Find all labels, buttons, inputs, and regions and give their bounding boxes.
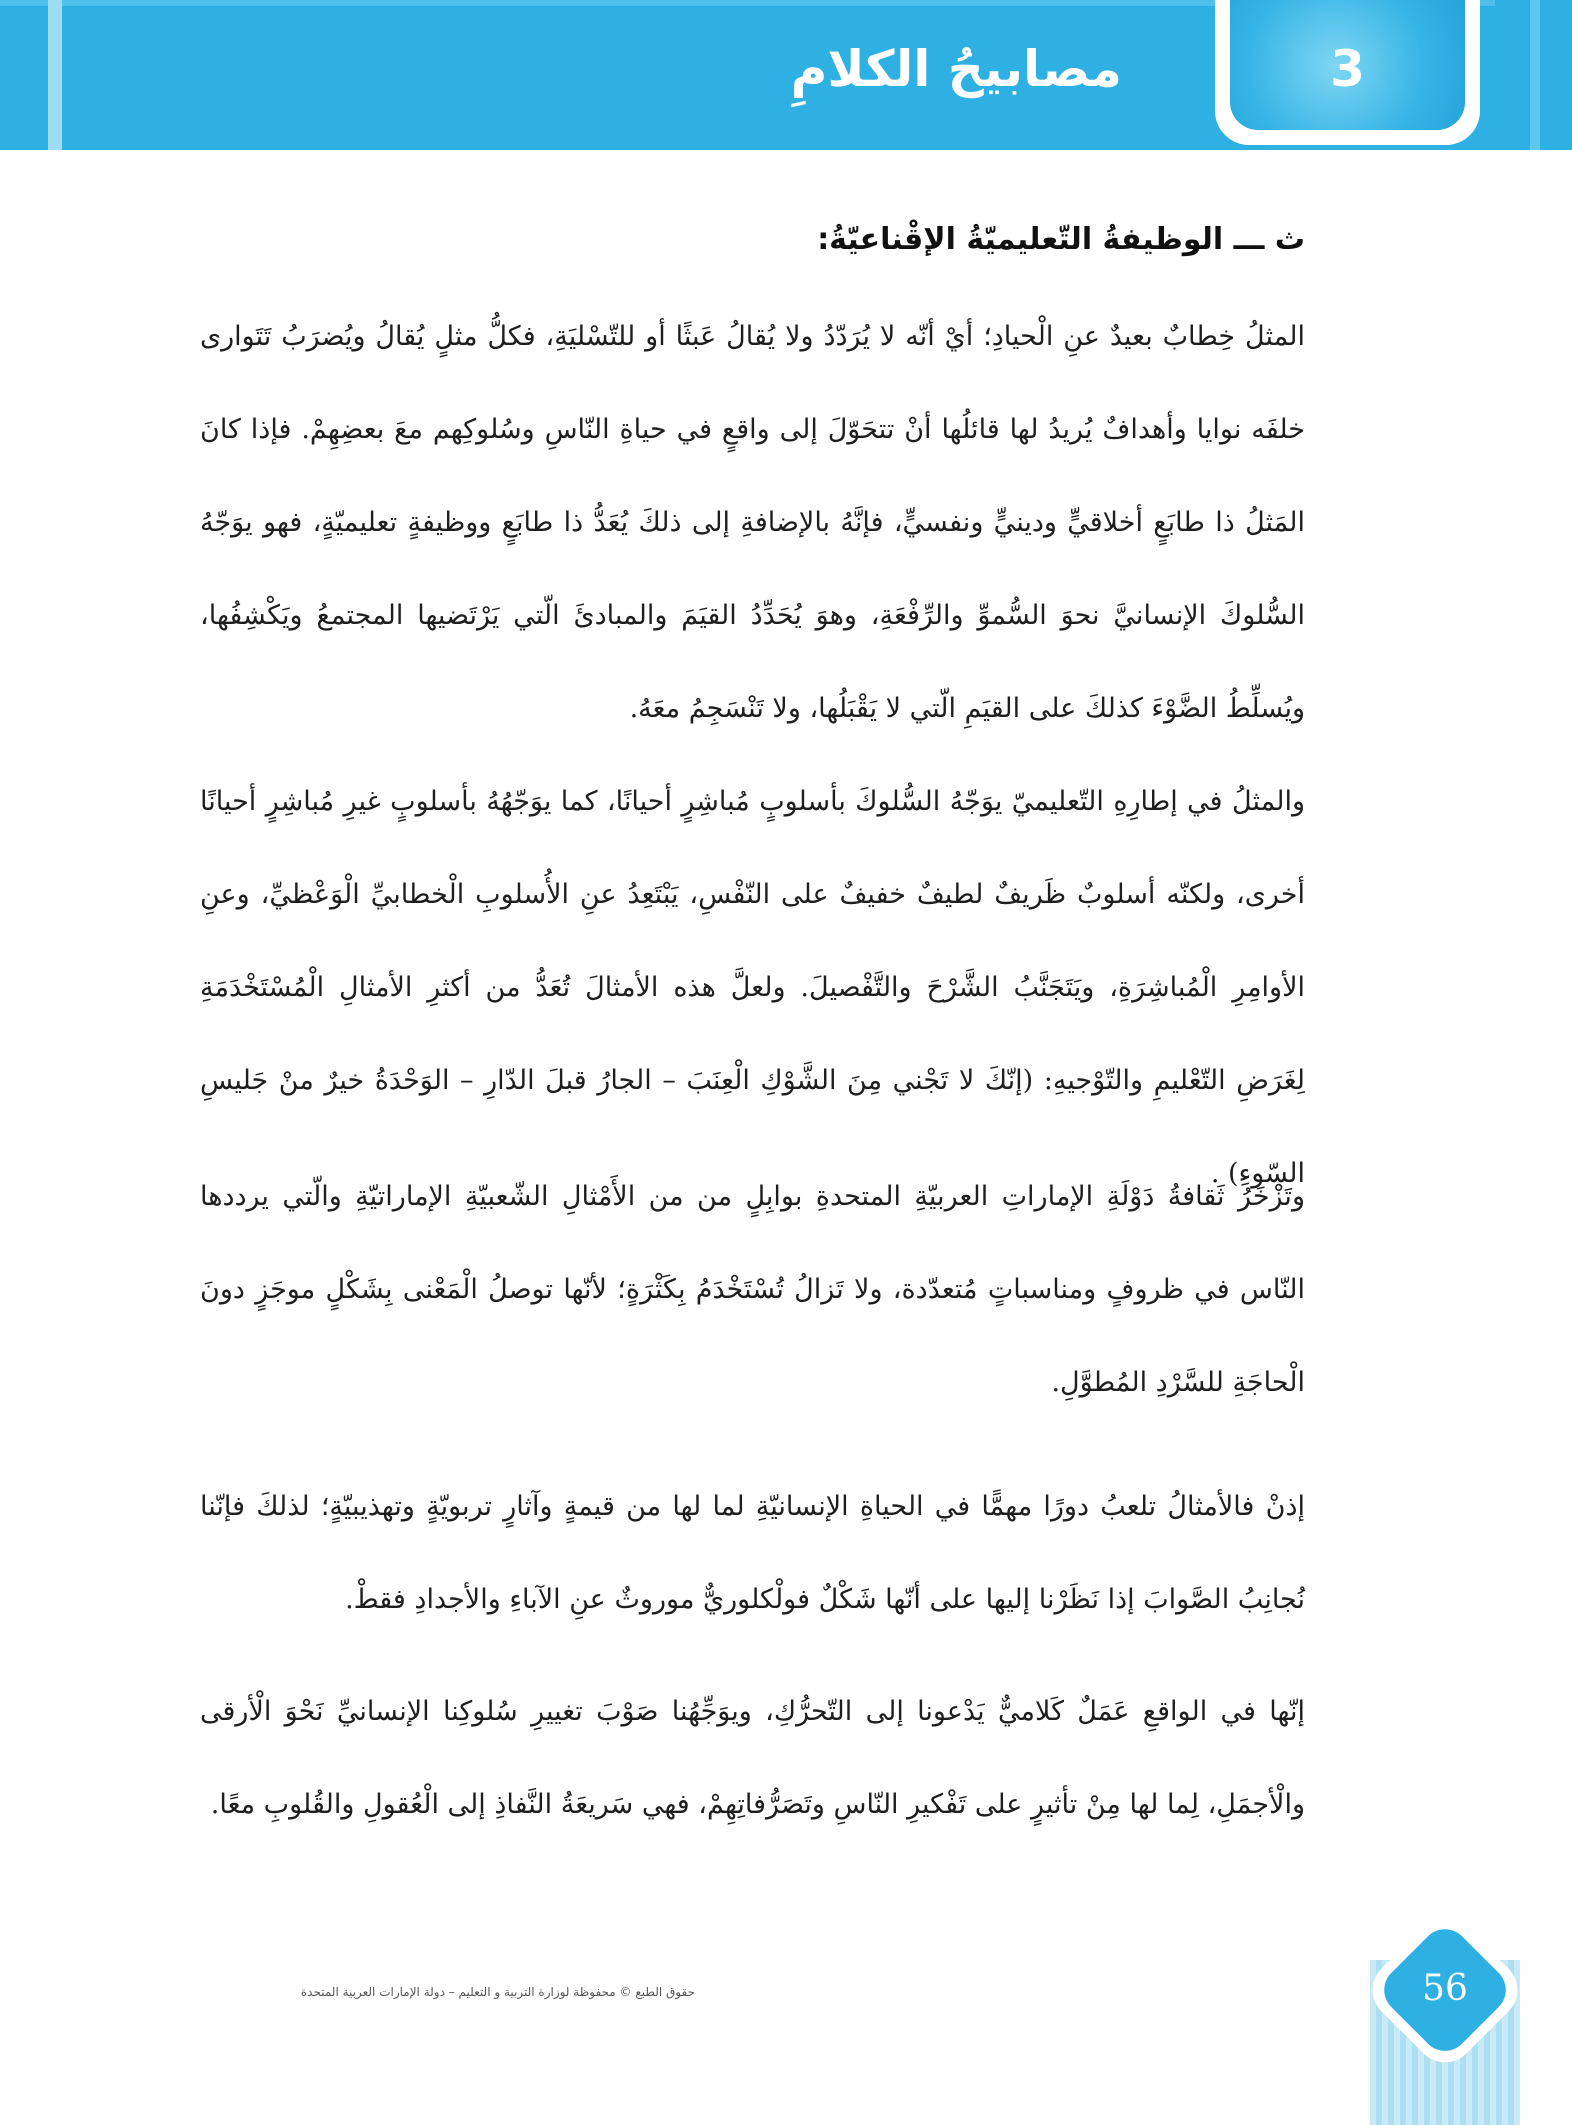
- page-number: 56: [1422, 1968, 1468, 2009]
- paragraph-conclusion: [200, 1460, 1305, 1646]
- chapter-number: 3: [1330, 40, 1365, 98]
- footer-copyright: حقوق الطبع © محفوظة لوزارة التربية و التعليم – دولة الإمارات العربية المتحدة: [300, 1985, 695, 1999]
- header-right-edge-line: [1530, 0, 1540, 150]
- header-left-stripe: [48, 0, 62, 150]
- paragraph-conclusion-2: [200, 1665, 1305, 1851]
- paragraph-text: وتَزْخَرُ ثَقافةُ دَوْلَةِ الإماراتِ العربيّةِ المتحدةِ بوابِلٍ من من الأَمْثالِ الشّعبيّةِ الإماراتيّةِ والّتي يرددها النّاس في ظروفٍ ومناسباتٍ مُتعدّدة، ولا تَزالُ تُسْتَخْدَمُ بِكَثْرَةٍ؛ لأنّها توصلُ الْمَعْنى بِشَكْلٍ موجَزٍ دونَ الْحاجَةِ للسَّرْدِ المُطوَّلِ.: [200, 1181, 1305, 1398]
- paragraph-text: إذنْ فالأمثالُ تلعبُ دورًا مهمًّا في الحياةِ الإنسانيّةِ لما لها من قيمةٍ وآثارٍ تربويّةٍ وتهذيبيّةٍ؛ لذلكَ فإنّنا نُجانِبُ الصَّوابَ إذا نَظَرْنا إليها على أنّها شَكْلٌ فولْكلوريٌّ موروثٌ عنِ الآباءِ والأجدادِ فقطْ.: [200, 1491, 1305, 1615]
- paragraph-text: إنّها في الواقعِ عَمَلٌ كَلاميٌّ يَدْعونا إلى التّحرُّكِ، ويوَجِّهُنا صَوْبَ تغييرِ سُلوكِنا الإنسانيِّ نَحْوَ الْأرقى والْأجمَلِ، لِما لها مِنْ تأثيرٍ على تَفْكيرِ النّاسِ وتَصَرُّفاتِهِمْ، فهي سَريعَةُ النَّفاذِ إلى الْعُقولِ والقُلوبِ معًا.: [200, 1696, 1305, 1820]
- chapter-title: مصابيحُ الكلامِ: [790, 40, 1122, 98]
- paragraph-text: والمثلُ في إطارِهِ التّعليميّ يوَجّهُ السُّلوكَ بأسلوبٍ مُباشِرٍ أحيانًا، كما يوَجّهُهُ بأسلوبٍ غيرِ مُباشِرٍ أحيانًا أخرى، ولكنّه أسلوبٌ ظَريفٌ لطيفٌ خفيفٌ على النّفْسِ، يَبْتَعِدُ عنِ الأُسلوبِ الْخطابيِّ الْوَعْظيِّ، وعنِ الأوامِرِ الْمُباشِرَةِ، ويَتَجَنَّبُ الشَّرْحَ والتَّفْصيلَ. ولعلَّ هذه الأمثالَ تُعَدُّ من أكثرِ الأمثالِ الْمُسْتَخْدَمَةِ لِغَرَضِ التّعْليمِ والتّوْجيهِ: (إنّكَ لا تَجْني مِنَ الشَّوْكِ الْعِنَبَ – الجارُ قبلَ الدّارِ – الوَحْدَةُ خيرٌ منْ جَليسِ السّوءِ) .: [200, 786, 1305, 1189]
- section-heading: ث ـــ الوظيفةُ التّعليميّةُ الإقْناعيّةُ:: [817, 222, 1305, 257]
- paragraph-persuasive-function: [200, 290, 1305, 1220]
- paragraph-uae-heritage: [200, 1150, 1305, 1429]
- paragraph-text: المثلُ خِطابٌ بعيدٌ عنِ الْحيادِ؛ أيْ أنّه لا يُرَدّدُ ولا يُقالُ عَبثًا أو للتّسْليَةِ، فكلُّ مثلٍ يُقالُ ويُضرَبُ تَتَوارى خلفَه نوايا وأهدافٌ يُريدُ لها قائلُها أنْ تتحَوّلَ إلى واقعٍ في حياةِ النّاسِ وسُلوكِهم معَ بعضِهِمْ. فإذا كانَ المَثلُ ذا طابَعٍ أخلاقيٍّ ودينيٍّ ونفسيٍّ، فإنَّهُ بالإضافةِ إلى ذلكَ يُعَدُّ ذا طابَعٍ ووظيفةٍ تعليميّةٍ، فهو يوَجّهُ السُّلوكَ الإنسانيَّ نحوَ السُّموِّ والرِّفْعَةِ، وهوَ يُحَدِّدُ القيَمَ والمبادئَ الّتي يَرْتَضيها المجتمعُ ويَكْشِفُها، ويُسلِّطُ الضَّوْءَ كذلكَ على القيَمِ الّتي لا يَقْبَلُها، ولا تَنْسَجِمُ معَهُ.: [200, 321, 1305, 724]
